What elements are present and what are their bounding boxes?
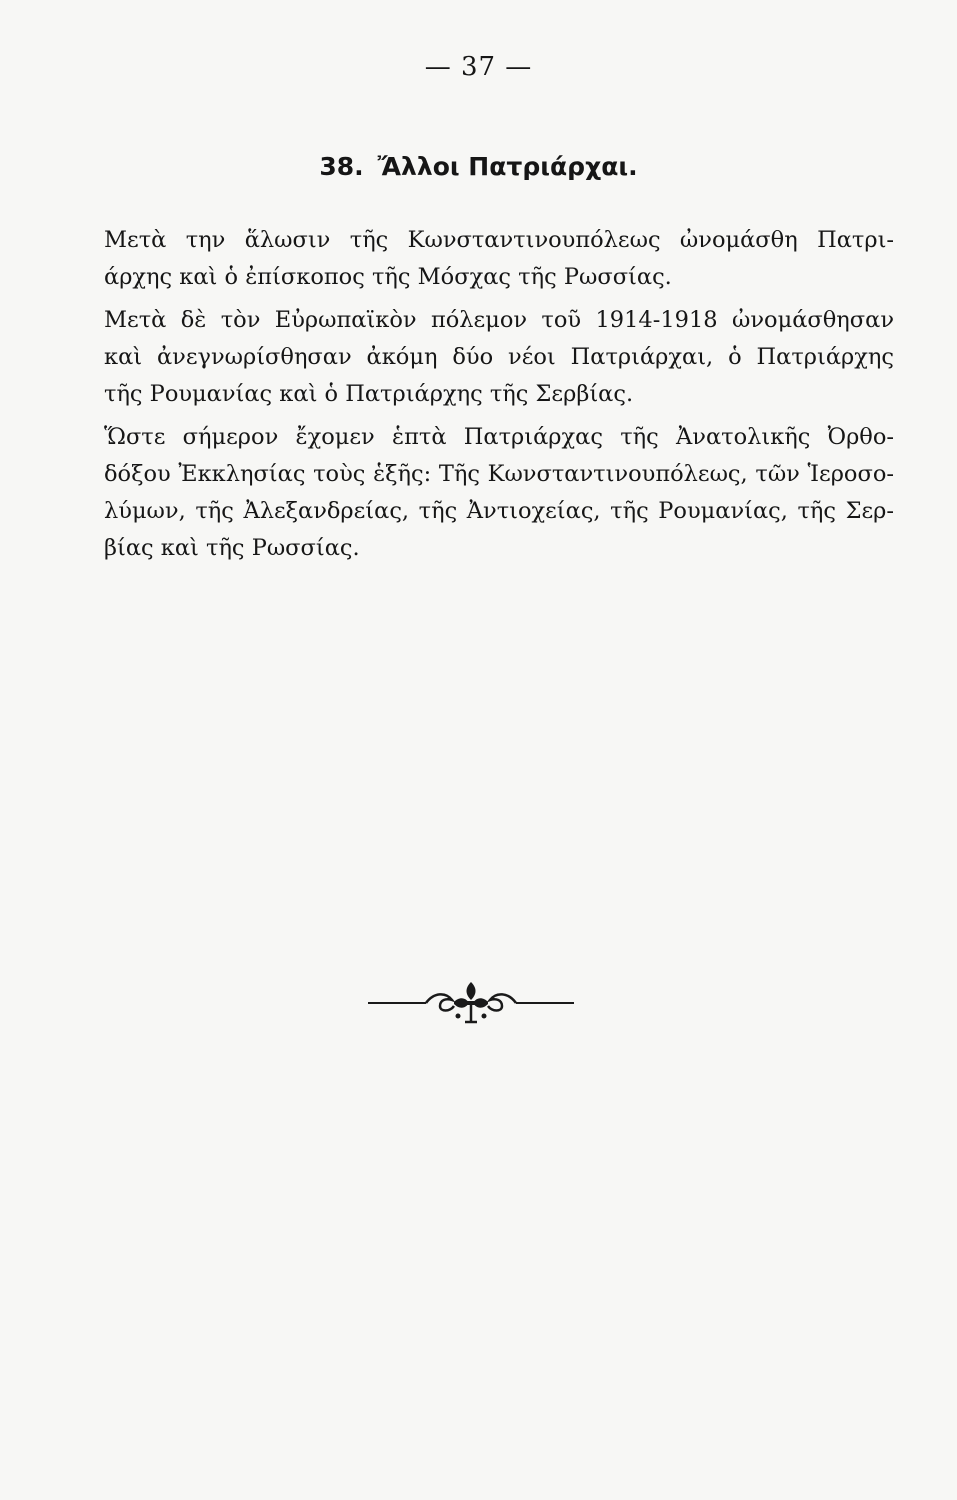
fleuron-divider-icon — [366, 978, 576, 1028]
section-title: Ἄλλοι Πατριάρχαι. — [377, 152, 638, 181]
section-heading — [0, 152, 957, 181]
paragraph-2 — [104, 302, 894, 413]
text-line: Μετὰ την ἅλωσιν τῆς Κωνσταντινουπόλεως ὠνομάσθη Πατρι- — [104, 227, 894, 253]
text-line: τῆς Ρουμανίας καὶ ὁ Πατριάρχης τῆς Σερβίας. — [104, 381, 634, 407]
paragraph-3 — [104, 419, 894, 567]
text-line: Ὥστε σήμερον ἔχομεν ἑπτὰ Πατριάρχας τῆς Ἀνατολικῆς Ὀρθο- — [104, 424, 894, 450]
text-line: καὶ ἀνεγνωρίσθησαν ἀκόμη δύο νέοι Πατριάρχαι, ὁ Πατριάρχης — [104, 344, 894, 370]
section-number: 38. — [319, 152, 364, 181]
paragraph-1 — [104, 222, 894, 296]
text-line: Μετὰ δὲ τὸν Εὐρωπαϊκὸν πόλεμον τοῦ 1914-1918 ὠνομάσθησαν — [104, 307, 894, 333]
page-number: — 37 — — [424, 52, 533, 82]
text-line: δόξου Ἐκκλησίας τοὺς ἑξῆς: Τῆς Κωνσταντινουπόλεως, τῶν Ἱεροσο- — [104, 461, 894, 487]
text-line: βίας καὶ τῆς Ρωσσίας. — [104, 535, 360, 561]
text-line: άρχης καὶ ὁ ἐπίσκοπος τῆς Μόσχας τῆς Ρωσσίας. — [104, 264, 672, 290]
text-line: λύμων, τῆς Ἀλεξανδρείας, τῆς Ἀντιοχείας, τῆς Ρουμανίας, τῆς Σερ- — [104, 498, 894, 524]
body-text — [104, 222, 894, 567]
